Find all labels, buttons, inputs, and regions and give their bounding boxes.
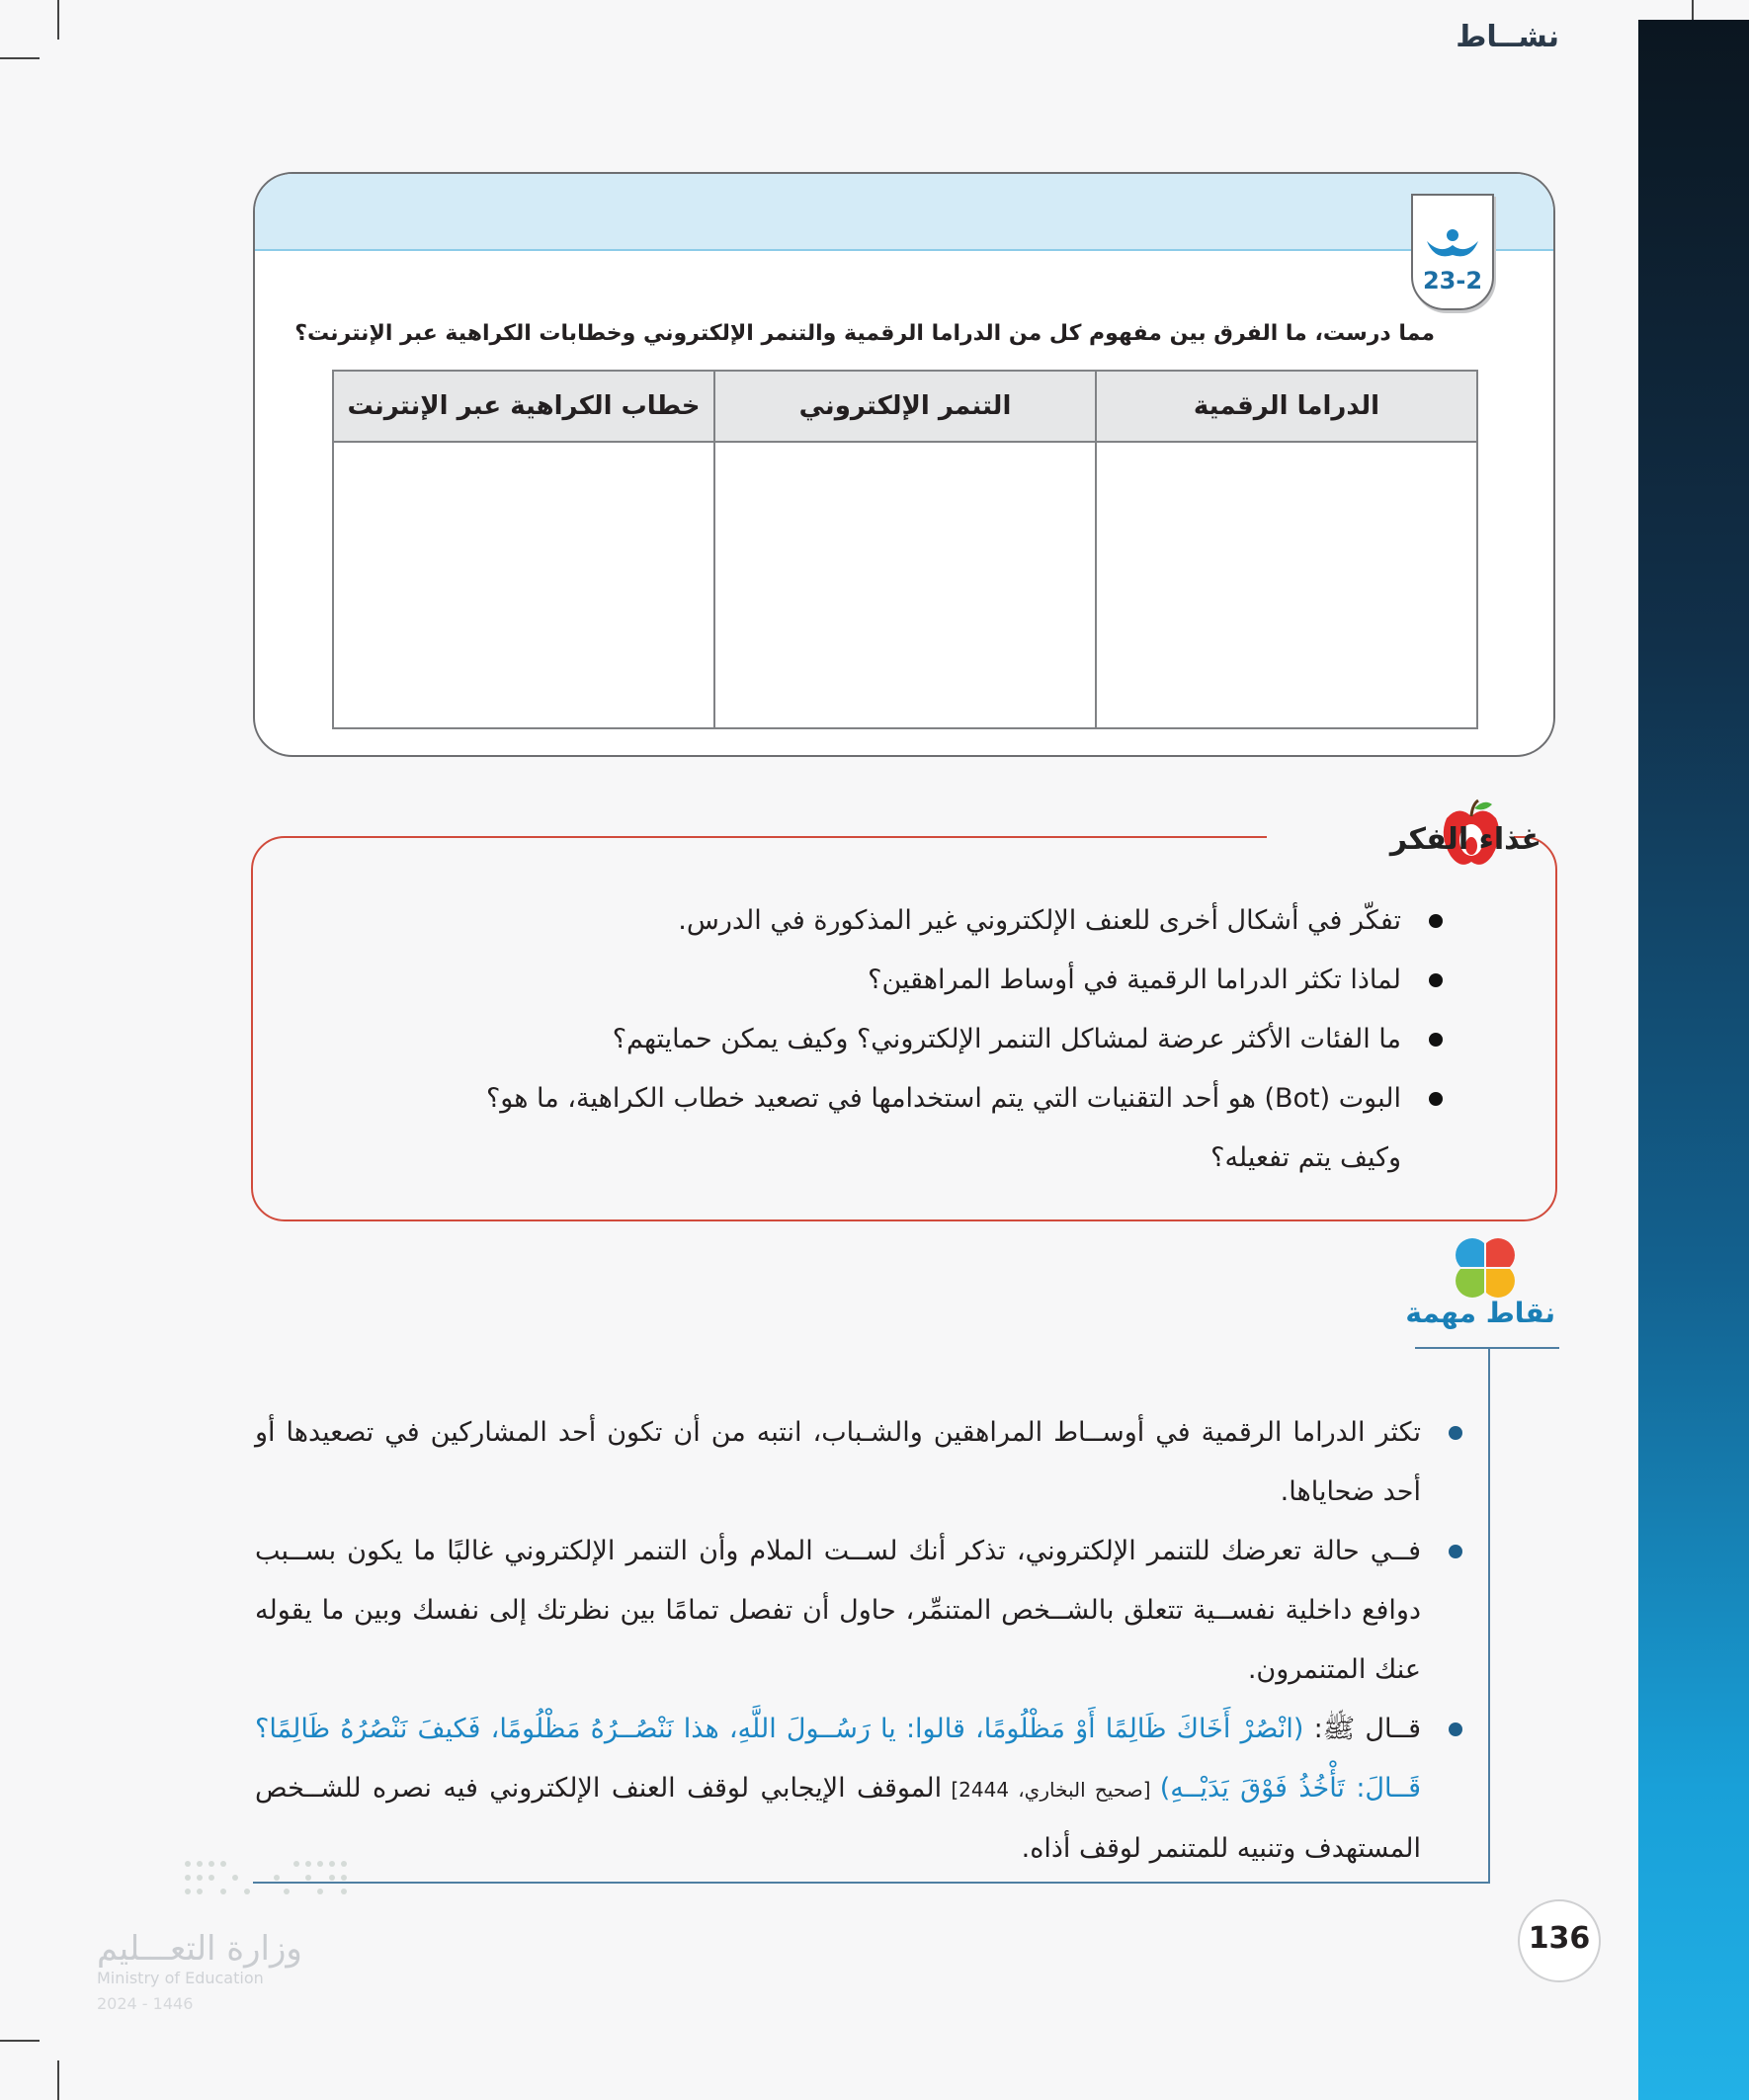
activity-title: نشــاط [1456,20,1559,54]
bullet-icon [1429,973,1443,987]
answer-cell-cyberbullying[interactable] [714,442,1096,728]
hands-badge-icon [1423,225,1482,269]
bullet-icon [1429,1092,1443,1106]
bullet-icon [1429,914,1443,928]
bullet-icon [1449,1722,1462,1736]
petals-icon [1455,1237,1516,1299]
section-rule-bottom [253,1882,1490,1884]
table-header-hate-speech: خطاب الكراهية عبر الإنترنت [333,371,714,442]
list-item [255,1700,1421,1879]
table-header-cyberbullying: التنمر الإلكتروني [714,371,1096,442]
activity-header [255,174,1553,251]
section-rule-vertical [1488,1347,1490,1883]
bullet-icon [1449,1545,1462,1558]
activity-number: 23-2 [1422,267,1483,294]
bullet-icon [1429,1033,1443,1047]
crop-mark [57,2060,59,2100]
ministry-logo-dots-icon [178,1856,356,1905]
food-for-thought-title: غذاء الفكر [1389,822,1541,857]
list-item: ما الفئات الأكثر عرضة لمشاكل التنمر الإلكتروني؟ وكيف يمكن حمايتهم؟ [433,1010,1401,1069]
list-item: فــي حالة تعرضك للتنمر الإلكتروني، تذكر أنك لســت الملام وأن التنمر الإلكتروني غالبًا ما يكون بســبب دوافع داخلية نفســية تتعلق بالشــخص المتنمِّر، حاول أن تفصل تمامًا بين نظرتك إلى نفسك وبين ما يقوله عنك المتنمرون. [255,1522,1421,1700]
crop-mark [0,57,40,59]
hadith-quote: (انْصُرْ أَخَاكَ ظَالِمًا أَوْ مَظْلُومًا، قالوا: يا رَسُــولَ اللَّهِ، هذا نَنْصُــرُهُ مَظْلُومًا، فَكيفَ نَنْصُرُهُ ظَالِمًا؟ قَــالَ: تَأْخُذُ فَوْقَ يَدَيْــهِ) [255,1714,1421,1804]
hadith-intro: قــال ﷺ: [1303,1714,1422,1744]
page-number: 136 [1528,1921,1591,1956]
list-item: البوت (Bot) هو أحد التقنيات التي يتم استخدامها في تصعيد خطاب الكراهية، ما هو؟ وكيف يتم تفعيله؟ [433,1069,1401,1188]
list-item: لماذا تكثر الدراما الرقمية في أوساط المراهقين؟ [433,951,1401,1010]
important-points-title: نقاط مهمة [1405,1297,1555,1329]
crop-mark [0,2040,40,2042]
bullet-icon [1449,1426,1462,1440]
answer-cell-hate-speech[interactable] [333,442,714,728]
hadith-reference: [صحيح البخاري، 2444] [942,1778,1160,1802]
ministry-name-arabic: وزارة التعـــليم [97,1929,302,1969]
ministry-year: 2024 - 1446 [97,1994,194,2013]
hadith-explanation: الموقف الإيجابي لوقف العنف الإلكتروني فيه نصره للشــخص المستهدف وتنبيه للمتنمر لوقف أذاه. [255,1773,1421,1864]
important-points-list [255,1403,1421,1879]
list-item: تفكّر في أشكال أخرى للعنف الإلكتروني غير المذكورة في الدرس. [433,891,1401,951]
activity-badge [1411,194,1494,310]
activity-question: مما درست، ما الفرق بين مفهوم كل من الدراما الرقمية والتنمر الإلكتروني وخطابات الكراهية عبر الإنترنت؟ [294,321,1435,346]
side-decoration-bar [1638,20,1749,2100]
food-for-thought-list [433,891,1401,1188]
list-item: تكثر الدراما الرقمية في أوســاط المراهقين والشـباب، انتبه من أن تكون أحد المشاركين في تصعيدها أو أحد ضحاياها. [255,1403,1421,1522]
title-underline [1415,1347,1559,1349]
answer-cell-digital-drama[interactable] [1096,442,1477,728]
ministry-name-english: Ministry of Education [97,1969,264,1987]
table-header-digital-drama: الدراما الرقمية [1096,371,1477,442]
crop-mark [57,0,59,40]
comparison-table [332,370,1478,729]
